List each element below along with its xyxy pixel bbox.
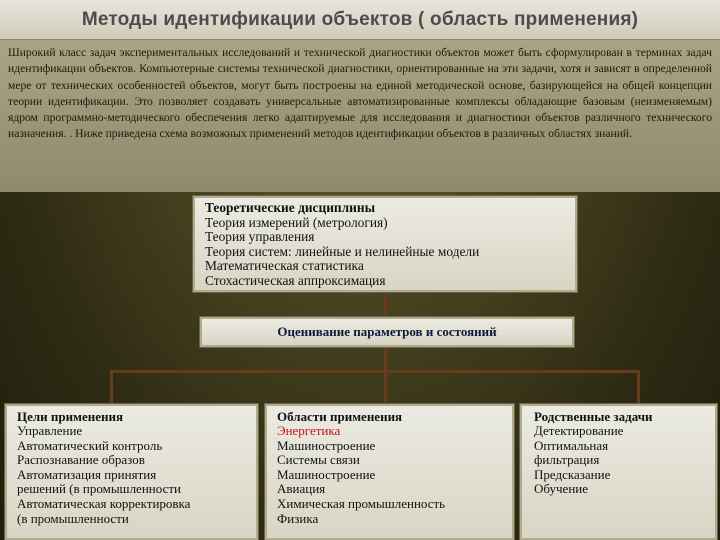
theory-item: Математическая статистика	[205, 258, 364, 274]
slide-title: Методы идентификации объектов ( область применения)	[81, 9, 639, 30]
related-item: Оптимальная	[534, 437, 609, 453]
connector-horizontal-bus	[110, 370, 640, 373]
areas-item: Машиностроение	[277, 437, 376, 453]
intro-panel	[0, 40, 720, 192]
theory-item: Стохастическая аппроксимация	[205, 272, 386, 288]
theory-item: Теория систем: линейные и нелинейные модели	[205, 243, 480, 259]
goals-item: Управление	[17, 423, 83, 438]
areas-item: Химическая промышленность	[277, 495, 446, 511]
areas-item: Физика	[277, 510, 319, 526]
related-box	[520, 404, 717, 540]
areas-item: Авиация	[277, 481, 326, 497]
goals-item: Распознавание образов	[17, 452, 145, 468]
params-heading: Оценивание параметров и состояний	[277, 324, 497, 339]
connector-to-goals	[110, 370, 113, 404]
areas-item: Машиностроение	[277, 466, 376, 482]
areas-heading: Области применения	[277, 409, 403, 424]
areas-item-highlighted: Энергетика	[277, 423, 341, 438]
connector-to-related	[637, 370, 640, 404]
theory-box	[193, 196, 577, 292]
connector-params-down	[384, 347, 387, 371]
areas-item: Системы связи	[277, 452, 360, 468]
theory-item: Теория измерений (метрология)	[205, 214, 388, 230]
goals-item: Автоматическая корректировка	[17, 495, 191, 511]
goals-item: решений (в промышленности	[17, 481, 181, 497]
related-item: Предсказание	[534, 466, 611, 482]
related-item: фильтрация	[534, 452, 600, 468]
goals-heading: Цели применения	[17, 409, 124, 424]
goals-box	[5, 404, 258, 540]
goals-item: (в промышленности	[17, 510, 129, 526]
title-bar	[0, 0, 720, 40]
areas-box	[265, 404, 514, 540]
intro-text: Широкий класс задач экспериментальных исследований и технической диагностики объектов может быть сформулирован в терминах задач идентификации объектов. Компьютерные системы технической диагностики, ориентированные на эти задачи, хотя и зависят в определенной мере от технических особенностей объектов, могут быть построены на единой методической основе, базирующейся на общей концепции теории идентификации. Это позволяет создавать универсальные автоматизированные комплексы обладающие базовым (неизменяемым) ядром программно-методического обеспечения легко адаптируемые для исследования и диагностики объектов различного технического назначения. . Ниже приведена схема возможных применений методов идентификации объектов в различных областях знаний.	[8, 46, 712, 141]
connector-to-areas	[384, 370, 387, 404]
related-item: Детектирование	[534, 423, 624, 438]
goals-item: Автоматический контроль	[17, 437, 163, 453]
related-item: Обучение	[534, 481, 588, 497]
connector-theory-to-params	[384, 292, 387, 317]
related-heading: Родственные задачи	[534, 409, 653, 424]
theory-heading: Теоретические дисциплины	[205, 200, 376, 215]
params-box	[200, 317, 574, 347]
theory-item: Теория управления	[205, 229, 315, 245]
goals-item: Автоматизация принятия	[17, 466, 157, 482]
